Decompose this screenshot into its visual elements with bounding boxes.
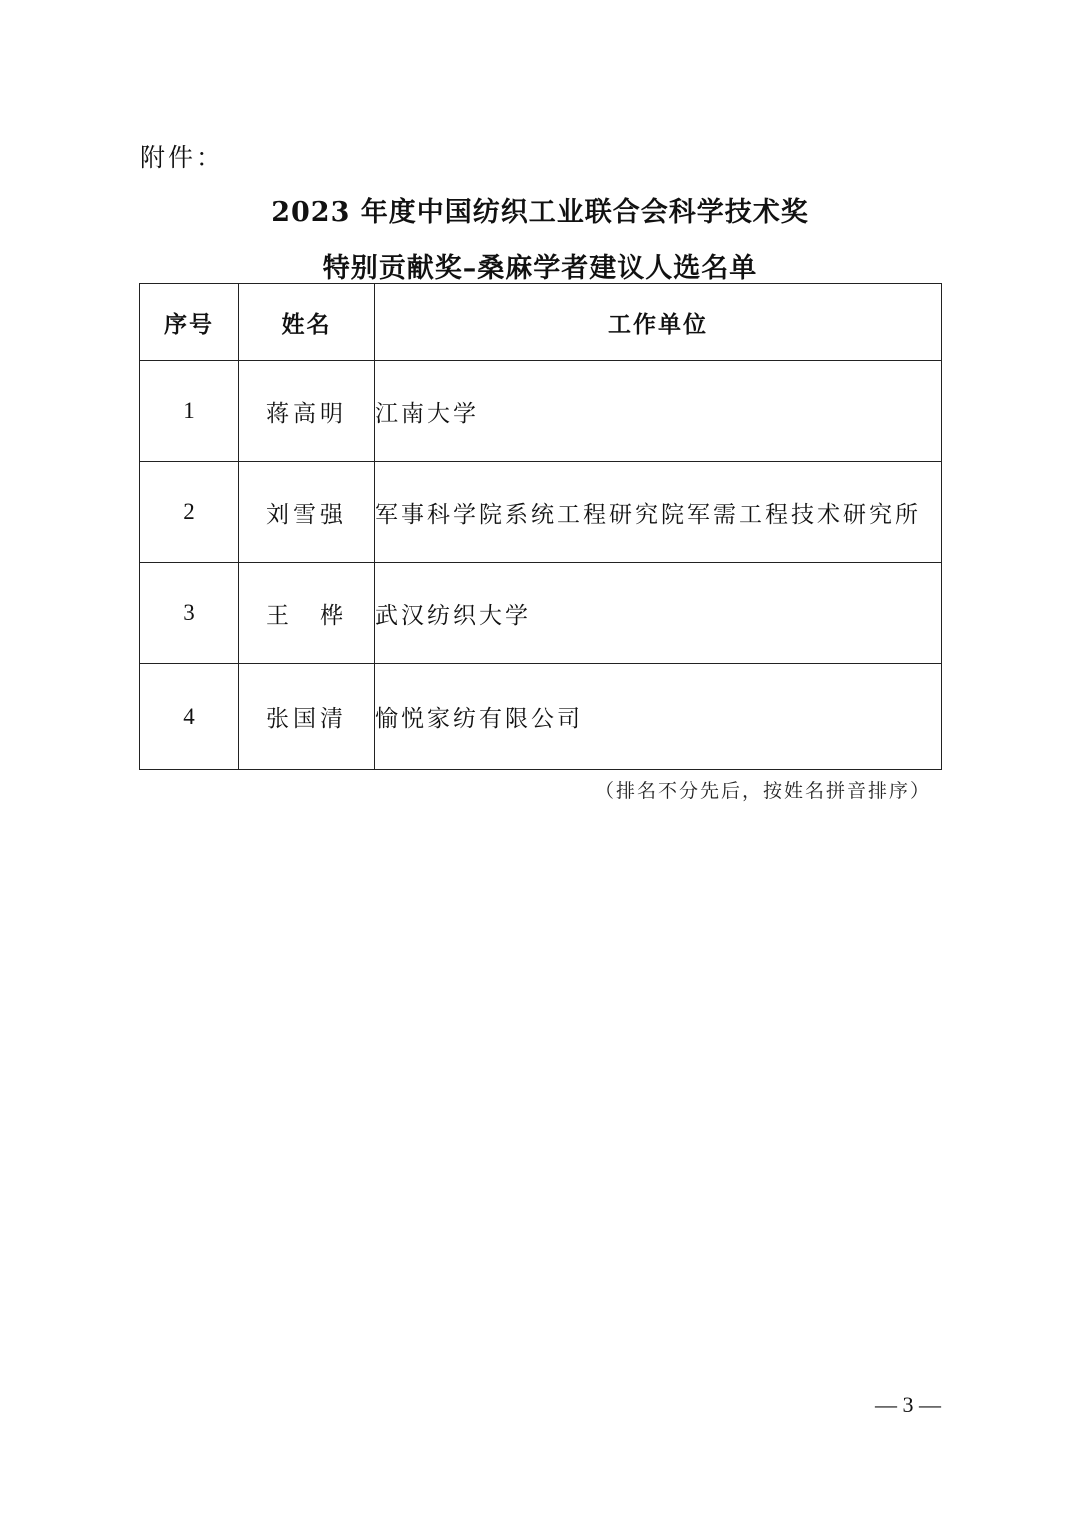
row-number: 2 — [140, 462, 239, 563]
table-row — [140, 563, 942, 664]
ordering-note: （排名不分先后，按姓名拼音排序） — [594, 780, 931, 802]
document-title-line-1: 2023 年度中国纺织工业联合会科学技术奖 — [271, 197, 809, 228]
row-number: 1 — [140, 361, 239, 462]
row-name: 刘雪强 — [239, 462, 375, 563]
row-number: 4 — [140, 664, 239, 770]
row-name: 蒋高明 — [239, 361, 375, 462]
row-unit: 军事科学院系统工程研究院军需工程技术研究所 — [375, 462, 942, 563]
row-unit: 武汉纺织大学 — [375, 563, 942, 664]
table-row — [140, 462, 942, 563]
row-name: 张国清 — [239, 664, 375, 770]
attachment-label: 附件： — [140, 143, 225, 172]
document-title-line-2: 特别贡献奖–桑麻学者建议人选名单 — [322, 253, 758, 284]
header-name: 姓名 — [239, 284, 375, 361]
row-name: 王 桦 — [239, 563, 375, 664]
nominee-table — [139, 283, 942, 770]
table-row — [140, 664, 942, 770]
header-number: 序号 — [140, 284, 239, 361]
header-unit: 工作单位 — [375, 284, 942, 361]
row-unit: 江南大学 — [375, 361, 942, 462]
row-number: 3 — [140, 563, 239, 664]
page-number: — 3 — — [875, 1392, 941, 1417]
row-unit: 愉悦家纺有限公司 — [375, 664, 942, 770]
table-row — [140, 361, 942, 462]
table-header-row — [140, 284, 942, 361]
